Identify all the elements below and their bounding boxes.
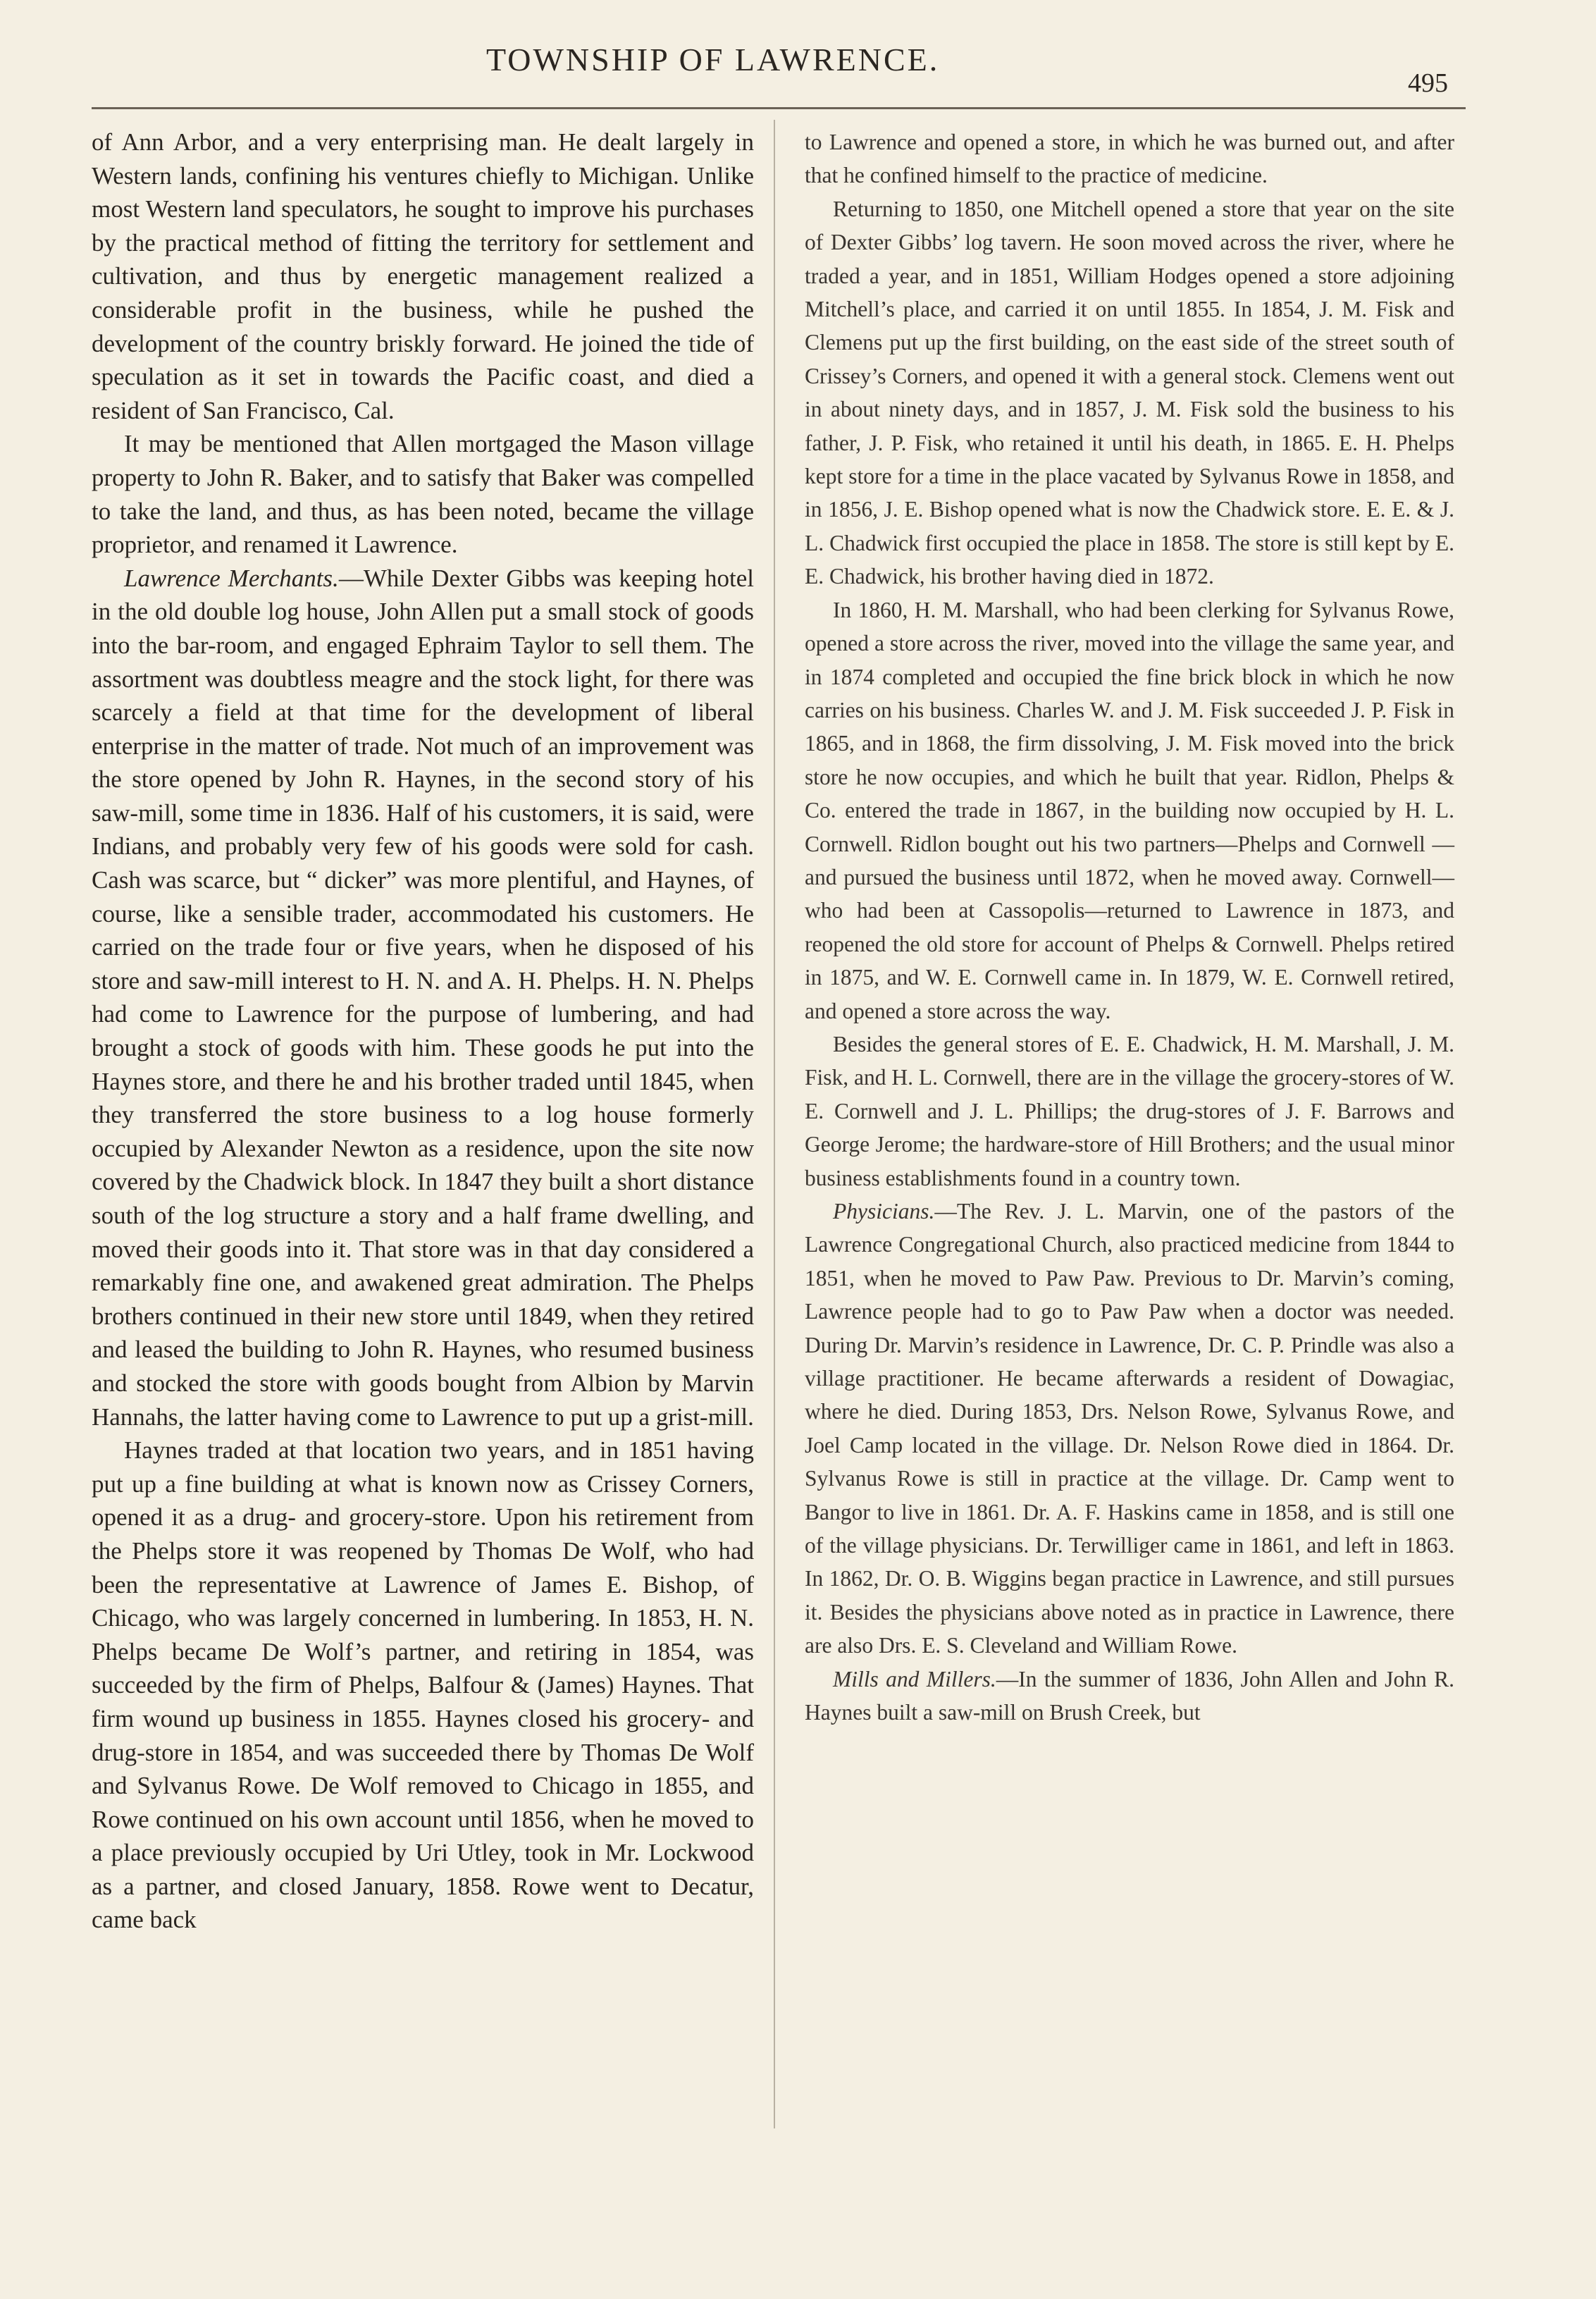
right-paragraph-3: In 1860, H. M. Marshall, who had been clerking for Sylvanus Rowe, opened a store across the river, moved into the village the same year, and in 1874 completed and occupied the fine brick block in which he now carries on his business. Charles W. and J. M. Fisk succeeded J. P. Fisk in 1865, and in 1868, the firm dissolving, J. M. Fisk moved into the brick store he now occupies, and which he built that year. Ridlon, Phelps & Co. entered the trade in 1867, in the building now occupied by H. L. Cornwell. Ridlon bought out his two partners—Phelps and Cornwell —and pursued the business until 1872, when he moved away. Cornwell—who had been at Cassopolis—returned to Lawrence in 1873, and reopened the old store for account of Phelps & Cornwell. Phelps retired in 1875, and W. E. Cornwell came in. In 1879, W. E. Cornwell retired, and opened a store across the way. — [805, 597, 1454, 1023]
right-paragraph-6-text: —In the summer of 1836, John Allen and John R. Haynes built a saw-mill on Brush Creek, but — [805, 1666, 1455, 1725]
left-paragraph-3-text: —While Dexter Gibbs was keeping hotel in the old double log house, John Allen put a small stock of goods into the bar-room, and engaged Ephraim Taylor to sell them. The assortment was doubtless meagre and the stock light, for there was scarcely a field at that time for the development of liberal enterprise in the matter of trade. Not much of an improvement was the store opened by John R. Haynes, in the second story of his saw-mill, some time in 1836. Half of his customers, it is said, were Indians, and probably very few of his goods were sold for cash. Cash was scarce, but “ dicker” was more plentiful, and Haynes, of course, like a sensible trader, accommodated his customers. He carried on the trade four or five years, when he disposed of his store and saw-mill interest to H. N. and A. H. Phelps. H. N. Phelps had come to Lawrence for the purpose of lumbering, and had brought a stock of goods with him. These goods he put into the Haynes store, and there he and his brother traded until 1845, when they transferred the store business to a log house formerly occupied by Alexander Newton as a residence, upon the site now covered by the Chadwick block. In 1847 they built a short distance south of the log structure a story and a half frame dwelling, and moved their goods into it. That store was in that day considered a remarkably fine one, and awakened great admiration. The Phelps brothers continued in their new store until 1849, when they retired and leased the building to John R. Haynes, who resumed business and stocked the store with goods bought from Albion by Marvin Hannahs, the latter having come to Lawrence to put up a grist-mill. — [92, 564, 754, 1431]
running-head: TOWNSHIP OF LAWRENCE. — [486, 42, 940, 78]
left-paragraph-1: of Ann Arbor, and a very enterprising man. He dealt largely in Western lands, confining his ventures chiefly to Michigan. Unlike most Western land speculators, he sought to improve his purchases by the practical method of fitting the territory for settlement and cultivation, and thus by energetic management realized a considerable profit in the business, while he pushed the development of the country briskly forward. He joined the tide of speculation as it set in towards the Pacific coast, and died a resident of San Francisco, Cal. — [92, 128, 754, 424]
section-heading-mills-and-millers: Mills and Millers. — [833, 1666, 996, 1691]
column-divider — [774, 120, 775, 2128]
right-paragraph-2: Returning to 1850, one Mitchell opened a store that year on the site of Dexter Gibbs’ log tavern. He soon moved across the river, where he traded a year, and in 1851, William Hodges opened a store adjoining Mitchell’s place, and carried it on until 1855. In 1854, J. M. Fisk and Clemens put up the first building, on the east side of the street south of Crissey’s Corners, and opened it with a general stock. Clemens went out in about ninety days, and in 1857, J. M. Fisk sold the business to his father, J. P. Fisk, who retained it until his death, in 1865. E. H. Phelps kept store for a time in the place vacated by Sylvanus Rowe in 1858, and in 1856, J. E. Bishop opened what is now the Chadwick store. E. E. & J. L. Chadwick first occupied the place in 1858. The store is still kept by E. E. Chadwick, his brother having died in 1872. — [805, 196, 1454, 589]
left-paragraph-4: Haynes traded at that location two years, and in 1851 having put up a fine building at what is known now as Crissey Corners, opened it as a drug- and grocery-store. Upon his retirement from the Phelps store it was reopened by Thomas De Wolf, who had been the representative at Lawrence of James E. Bishop, of Chicago, who was largely concerned in lumbering. In 1853, H. N. Phelps became De Wolf’s partner, and retiring in 1854, was succeeded by the firm of Phelps, Balfour & (James) Haynes. That firm wound up business in 1855. Haynes closed his grocery- and drug-store in 1854, and was succeeded there by Thomas De Wolf and Sylvanus Rowe. De Wolf removed to Chicago in 1855, and Rowe continued on his own account until 1856, when he moved to a place previously occupied by Uri Utley, took in Mr. Lockwood as a partner, and closed January, 1858. Rowe went to Decatur, came back — [92, 1436, 754, 1934]
section-heading-lawrence-merchants: Lawrence Merchants. — [124, 564, 339, 592]
left-paragraph-3 — [92, 562, 754, 1434]
right-paragraph-6 — [805, 1663, 1454, 1730]
section-heading-physicians: Physicians. — [833, 1199, 935, 1224]
right-paragraph-5 — [805, 1195, 1454, 1663]
header-rule — [92, 107, 1466, 109]
left-paragraph-2: It may be mentioned that Allen mortgaged the Mason village property to John R. Baker, and to satisfy that Baker was compelled to take the land, and thus, as has been noted, became the village proprietor, and renamed it Lawrence. — [92, 430, 754, 559]
page-number: 495 — [1408, 68, 1448, 98]
right-paragraph-5-text: —The Rev. J. L. Marvin, one of the pastors of the Lawrence Congregational Church, also practiced medicine from 1844 to 1851, when he moved to Paw Paw. Previous to Dr. Marvin’s coming, Lawrence people had to go to Paw Paw when a doctor was needed. During Dr. Marvin’s residence in Lawrence, Dr. C. P. Prindle was also a village practitioner. He became afterwards a resident of Dowagiac, where he died. During 1853, Drs. Nelson Rowe, Sylvanus Rowe, and Joel Camp located in the village. Dr. Nelson Rowe died in 1864. Dr. Sylvanus Rowe is still in practice at the village. Dr. Camp went to Bangor to live in 1861. Dr. A. F. Haskins came in 1858, and is still one of the village physicians. Dr. Terwilliger came in 1861, and left in 1863. In 1862, Dr. O. B. Wiggins began practice in Lawrence, and still pursues it. Besides the physicians above noted as in practice in Lawrence, there are also Drs. E. S. Cleveland and William Rowe. — [805, 1199, 1454, 1658]
right-paragraph-1: to Lawrence and opened a store, in which he was burned out, and after that he confined himself to the practice of medicine. — [805, 130, 1454, 188]
right-column — [805, 125, 1454, 1730]
left-column — [92, 125, 754, 1937]
right-paragraph-4: Besides the general stores of E. E. Chadwick, H. M. Marshall, J. M. Fisk, and H. L. Cornwell, there are in the village the grocery-stores of W. E. Cornwell and J. L. Phillips; the drug-stores of J. F. Barrows and George Jerome; the hardware-store of Hill Brothers; and the usual minor business establishments found in a country town. — [805, 1031, 1455, 1190]
